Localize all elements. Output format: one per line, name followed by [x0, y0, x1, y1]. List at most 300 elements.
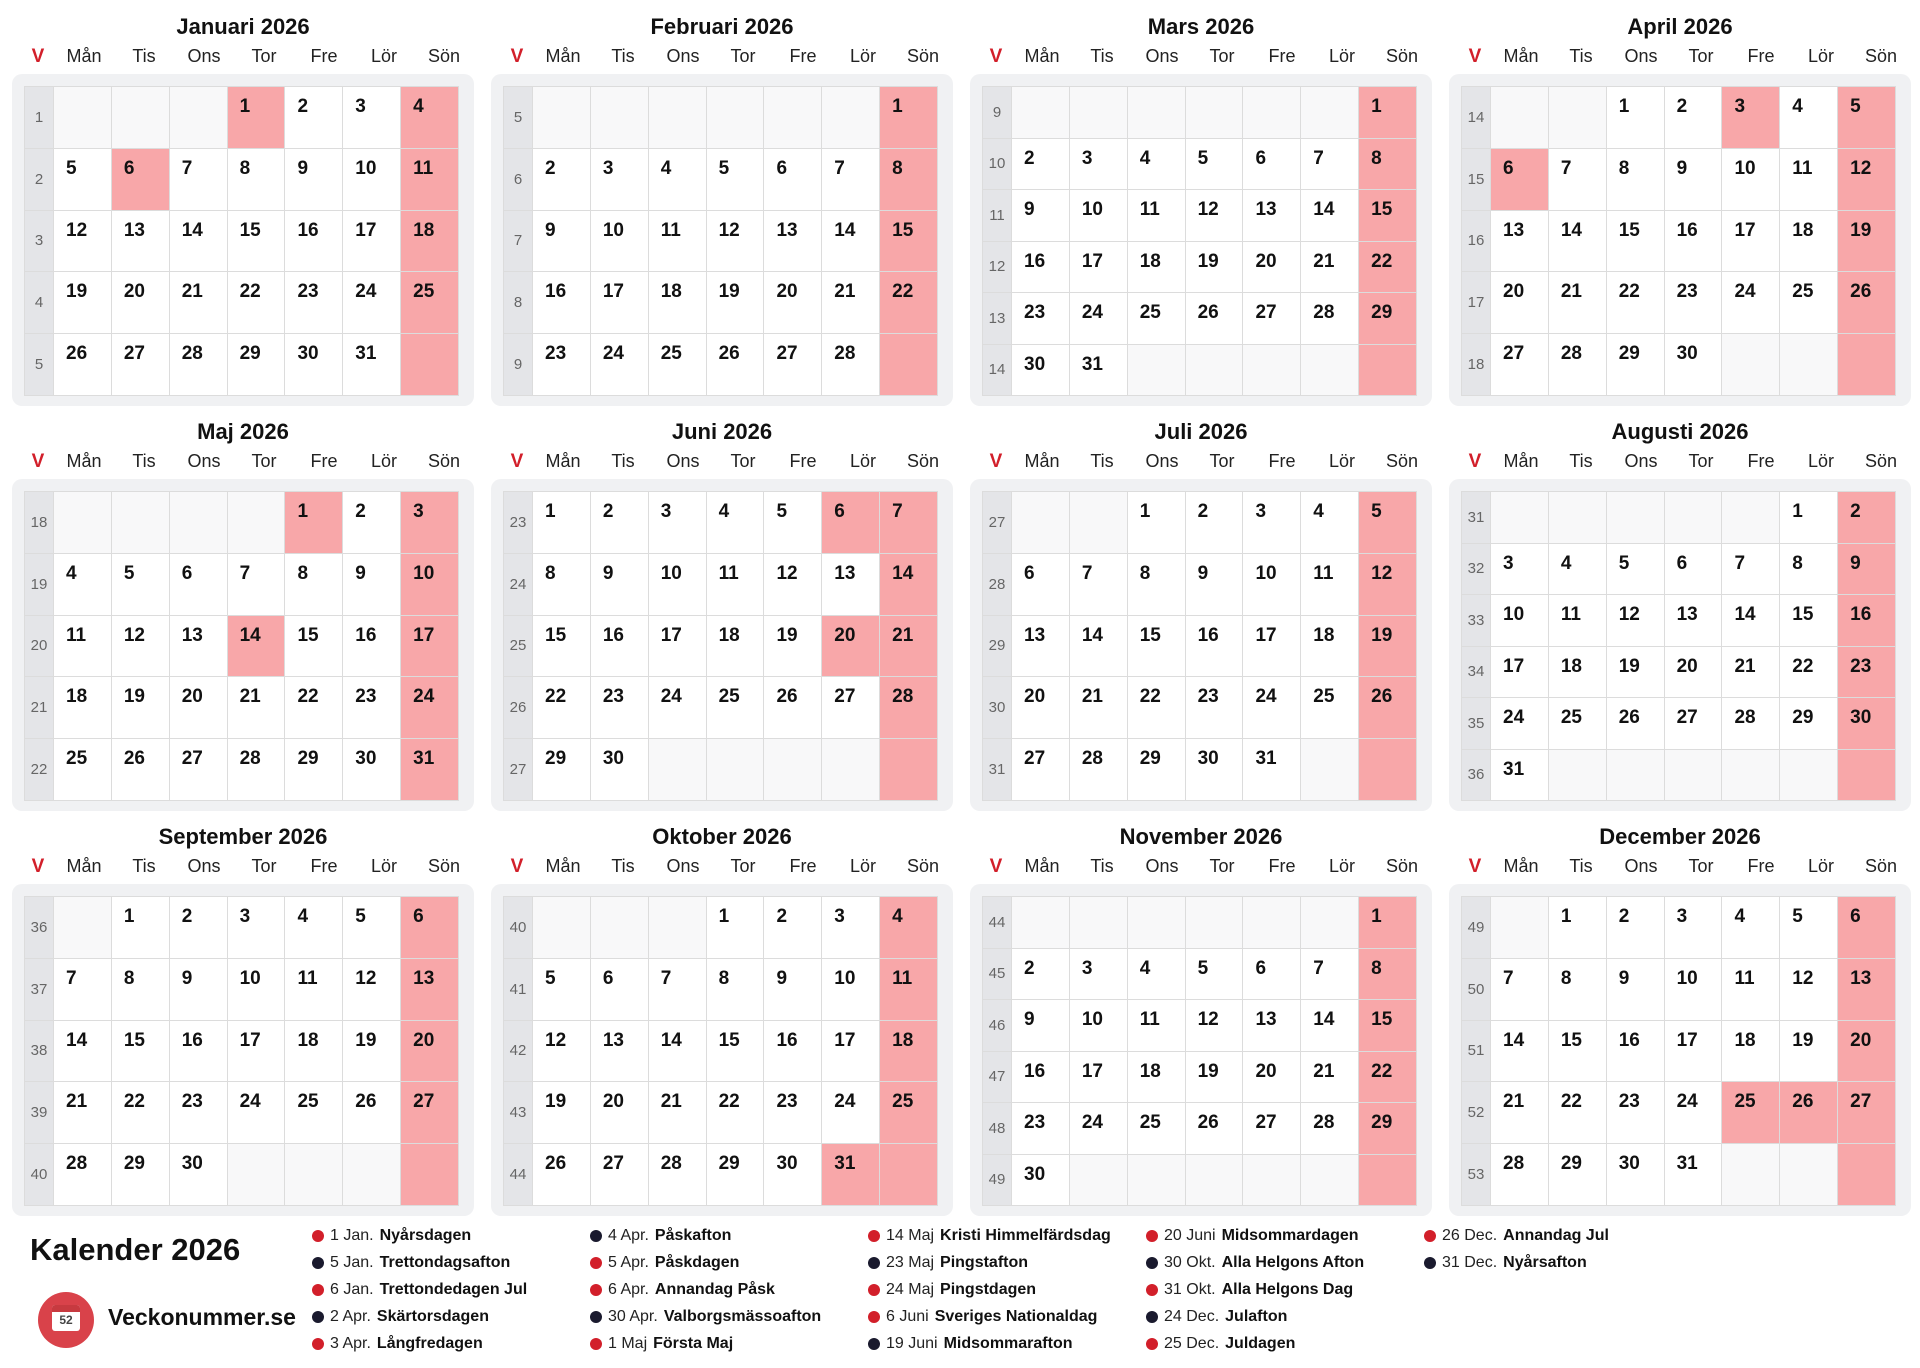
- day-cell: [1359, 242, 1417, 294]
- day-number: 27: [834, 686, 856, 708]
- day-number: 8: [123, 967, 135, 989]
- empty-day-cell: [1607, 492, 1665, 544]
- day-number: 16: [297, 219, 319, 241]
- day-number: 5: [1792, 906, 1803, 927]
- day-cell: [1070, 190, 1128, 242]
- holiday-name: Trettondagsafton: [379, 1253, 511, 1271]
- day-number: 23: [1024, 1112, 1046, 1133]
- week-number: 2: [25, 149, 54, 211]
- day-number: 14: [660, 1029, 682, 1051]
- day-cell: [1838, 272, 1896, 334]
- day-number: 19: [1618, 655, 1640, 677]
- day-cell: [1301, 554, 1359, 616]
- day-cell: [228, 739, 286, 801]
- day-cell: [170, 897, 228, 959]
- weekday-label: Tis: [1090, 46, 1114, 66]
- week-number: 45: [983, 949, 1012, 1001]
- red-dot-icon: [312, 1284, 324, 1296]
- day-number: 1: [1560, 906, 1572, 927]
- day-cell: [880, 211, 938, 273]
- day-cell: [1665, 698, 1723, 750]
- day-cell: [1722, 959, 1780, 1021]
- day-cell: [343, 87, 401, 149]
- day-cell: [533, 616, 591, 678]
- day-number: 13: [1850, 967, 1872, 989]
- day-number: 14: [239, 624, 261, 646]
- week-column-label: V: [1468, 451, 1482, 472]
- month-4: [1449, 6, 1911, 406]
- empty-day-cell: [1243, 1155, 1301, 1207]
- holiday-name: Juldagen: [1225, 1334, 1296, 1352]
- day-cell: [1128, 139, 1186, 191]
- day-number: 24: [834, 1091, 856, 1113]
- week-number: 40: [504, 897, 533, 959]
- day-cell: [880, 616, 938, 678]
- day-number: 10: [239, 967, 261, 989]
- day-cell: [1549, 211, 1607, 273]
- day-cell: [1665, 211, 1723, 273]
- empty-day-cell: [1186, 345, 1244, 397]
- week-row: [1462, 87, 1896, 149]
- day-cell: [228, 334, 286, 396]
- holiday-name: Midsommarafton: [943, 1334, 1073, 1352]
- day-cell: [822, 677, 880, 739]
- day-number: 20: [1255, 250, 1277, 272]
- day-cell: [1359, 139, 1417, 191]
- day-cell: [1722, 698, 1780, 750]
- day-cell: [1186, 139, 1244, 191]
- weekday-label: Tor: [1209, 451, 1235, 471]
- holiday-name: Trettondedagen Jul: [379, 1280, 528, 1298]
- day-number: 8: [1792, 552, 1803, 574]
- day-number: 31: [1255, 748, 1277, 770]
- weekday-label: Mån: [545, 451, 581, 471]
- holiday-date: 31 Okt.: [1164, 1280, 1216, 1298]
- day-cell: [170, 616, 228, 678]
- day-cell: [228, 1082, 286, 1144]
- week-number: 36: [1462, 750, 1491, 802]
- weekday-label: Tis: [1090, 451, 1114, 471]
- empty-day-cell: [764, 87, 822, 149]
- day-number: 28: [1560, 343, 1582, 365]
- day-cell: [1012, 242, 1070, 294]
- day-number: 15: [1371, 199, 1393, 220]
- day-number: 24: [1081, 302, 1103, 323]
- day-number: 20: [1850, 1029, 1872, 1051]
- day-number: 3: [413, 501, 424, 522]
- day-cell: [1243, 190, 1301, 242]
- day-cell: [1665, 1144, 1723, 1206]
- day-cell: [1070, 1103, 1128, 1155]
- holiday-date: 30 Okt.: [1164, 1253, 1216, 1271]
- day-number: 30: [1850, 707, 1872, 728]
- holiday-date: 5 Apr.: [608, 1253, 649, 1271]
- day-number: 15: [1371, 1009, 1393, 1030]
- day-cell: [1128, 1103, 1186, 1155]
- day-cell: [54, 272, 112, 334]
- empty-day-cell: [1301, 1155, 1359, 1207]
- day-number: 16: [776, 1029, 798, 1051]
- day-cell: [1186, 554, 1244, 616]
- week-number: 49: [983, 1155, 1012, 1207]
- weekday-header: [22, 451, 474, 475]
- day-number: 7: [1734, 552, 1746, 574]
- week-row: [983, 345, 1417, 397]
- day-number: 1: [123, 906, 135, 927]
- holiday-date: 26 Dec.: [1442, 1226, 1498, 1244]
- week-row: [1462, 334, 1896, 396]
- month-days-grid: [982, 491, 1417, 801]
- week-number: 7: [504, 211, 533, 273]
- day-number: 18: [718, 624, 740, 646]
- weekday-header: [22, 46, 474, 70]
- day-cell: [1607, 698, 1665, 750]
- day-cell: [112, 959, 170, 1021]
- day-number: 6: [602, 967, 614, 989]
- empty-day-cell: [1243, 87, 1301, 139]
- day-cell: [649, 492, 707, 554]
- day-number: 17: [602, 281, 624, 303]
- empty-day-cell: [1128, 1155, 1186, 1207]
- day-cell: [822, 211, 880, 273]
- day-cell: [1301, 677, 1359, 739]
- month-days-grid: [1461, 896, 1896, 1206]
- day-number: 8: [718, 967, 730, 989]
- day-number: 10: [602, 219, 624, 241]
- day-number: 11: [892, 967, 913, 989]
- month-title: Juli 2026: [1154, 419, 1248, 444]
- month-title: November 2026: [1119, 824, 1283, 849]
- empty-day-cell: [1359, 345, 1417, 397]
- day-number: 20: [776, 281, 798, 303]
- day-number: 27: [413, 1091, 435, 1113]
- day-cell: [764, 272, 822, 334]
- empty-day-cell: [1780, 334, 1838, 396]
- holiday-date: 2 Apr.: [330, 1307, 371, 1325]
- day-number: 13: [602, 1029, 624, 1051]
- day-cell: [649, 149, 707, 211]
- day-number: 13: [1676, 604, 1698, 625]
- day-cell: [1491, 272, 1549, 334]
- day-number: 7: [1560, 157, 1572, 179]
- day-number: 24: [602, 343, 624, 365]
- day-number: 25: [66, 748, 88, 770]
- day-number: 18: [66, 686, 88, 708]
- weekday-label: Ons: [1624, 46, 1658, 66]
- weekday-label: Fre: [789, 46, 817, 66]
- day-number: 28: [181, 343, 203, 365]
- week-number: 39: [25, 1082, 54, 1144]
- day-cell: [591, 492, 649, 554]
- day-number: 6: [123, 157, 135, 179]
- weekday-label: Tis: [1569, 46, 1593, 66]
- day-cell: [764, 959, 822, 1021]
- day-cell: [54, 677, 112, 739]
- day-number: 14: [1560, 219, 1582, 241]
- month-days-grid: [1461, 491, 1896, 801]
- weekday-label: Tis: [132, 451, 156, 471]
- site-name[interactable]: Veckonummer.se: [108, 1304, 296, 1330]
- day-cell: [533, 959, 591, 1021]
- day-cell: [170, 739, 228, 801]
- week-row: [983, 1052, 1417, 1104]
- day-cell: [764, 492, 822, 554]
- red-dot-icon: [590, 1284, 602, 1296]
- weekday-label: Ons: [1145, 451, 1179, 471]
- day-number: 22: [297, 686, 319, 708]
- week-number: 8: [504, 272, 533, 334]
- day-number: 22: [1560, 1091, 1582, 1113]
- day-cell: [285, 87, 343, 149]
- day-cell: [822, 272, 880, 334]
- month-days-grid: [24, 86, 459, 396]
- day-number: 21: [66, 1091, 88, 1113]
- day-number: 26: [1792, 1091, 1814, 1113]
- day-cell: [1012, 139, 1070, 191]
- week-number: 5: [25, 334, 54, 396]
- month-title: Maj 2026: [197, 419, 289, 444]
- weekday-label: Ons: [1145, 46, 1179, 66]
- day-number: 23: [545, 343, 567, 365]
- day-cell: [1012, 293, 1070, 345]
- day-number: 21: [892, 624, 914, 646]
- day-cell: [1128, 242, 1186, 294]
- day-number: 14: [834, 219, 856, 241]
- day-number: 19: [1197, 1060, 1219, 1082]
- day-cell: [764, 1082, 822, 1144]
- holiday-date: 19 Juni: [886, 1334, 938, 1352]
- day-cell: [591, 1082, 649, 1144]
- week-row: [1462, 897, 1896, 959]
- day-cell: [707, 149, 765, 211]
- day-number: 1: [892, 96, 903, 117]
- day-cell: [170, 1144, 228, 1206]
- day-number: 10: [1676, 967, 1698, 989]
- day-cell: [649, 959, 707, 1021]
- week-row: [25, 211, 459, 273]
- week-number: 27: [983, 492, 1012, 554]
- weekday-label: Sön: [427, 451, 461, 471]
- day-cell: [1607, 149, 1665, 211]
- day-number: 26: [1371, 686, 1393, 708]
- red-dot-icon: [312, 1338, 324, 1350]
- day-cell: [1607, 647, 1665, 699]
- day-cell: [343, 1021, 401, 1083]
- week-number: 31: [983, 739, 1012, 801]
- weekday-label: Tis: [1090, 856, 1114, 876]
- empty-day-cell: [880, 1144, 938, 1206]
- week-row: [504, 1144, 938, 1206]
- week-row: [1462, 544, 1896, 596]
- day-number: 4: [66, 562, 77, 584]
- day-number: 26: [776, 686, 798, 708]
- day-cell: [649, 554, 707, 616]
- week-row: [504, 211, 938, 273]
- weekday-label: Tor: [730, 46, 756, 66]
- empty-day-cell: [1722, 1144, 1780, 1206]
- weekday-label: Tis: [611, 451, 635, 471]
- weekday-label: Sön: [427, 46, 461, 66]
- day-number: 12: [123, 624, 145, 646]
- day-number: 14: [181, 219, 203, 241]
- day-cell: [1722, 211, 1780, 273]
- day-number: 13: [123, 219, 145, 241]
- day-number: 6: [1024, 562, 1035, 584]
- empty-day-cell: [1549, 87, 1607, 149]
- weekday-label: Ons: [666, 451, 700, 471]
- day-number: 2: [1618, 906, 1630, 927]
- holiday-date: 30 Apr.: [608, 1307, 658, 1325]
- day-cell: [764, 616, 822, 678]
- day-cell: [880, 1021, 938, 1083]
- weekday-label: Lör: [1328, 856, 1355, 876]
- day-number: 11: [718, 562, 739, 584]
- day-number: 6: [1503, 157, 1514, 179]
- week-row: [25, 897, 459, 959]
- weekday-label: Ons: [1624, 451, 1658, 471]
- day-cell: [649, 1021, 707, 1083]
- day-cell: [343, 897, 401, 959]
- empty-day-cell: [1838, 750, 1896, 802]
- day-cell: [1722, 544, 1780, 596]
- day-cell: [170, 272, 228, 334]
- day-number: 10: [1503, 604, 1525, 625]
- holiday-date: 6 Jan.: [330, 1280, 374, 1298]
- week-row: [983, 1155, 1417, 1207]
- weekday-label: Fre: [1268, 46, 1296, 66]
- day-cell: [1301, 1052, 1359, 1104]
- day-number: 29: [1139, 748, 1161, 770]
- month-title: Januari 2026: [176, 14, 310, 39]
- weekday-label: Sön: [1864, 856, 1898, 876]
- day-cell: [1070, 1000, 1128, 1052]
- day-cell: [1665, 959, 1723, 1021]
- logo-number: 52: [59, 1313, 73, 1327]
- week-number: 5: [504, 87, 533, 149]
- day-number: 9: [355, 562, 366, 584]
- day-number: 11: [297, 967, 318, 989]
- day-number: 26: [355, 1091, 377, 1113]
- holiday-column: [312, 1222, 527, 1357]
- week-number: 32: [1462, 544, 1491, 596]
- day-cell: [343, 677, 401, 739]
- empty-day-cell: [228, 492, 286, 554]
- weekday-label: Fre: [1747, 46, 1775, 66]
- empty-day-cell: [401, 1144, 459, 1206]
- day-cell: [54, 334, 112, 396]
- empty-day-cell: [1780, 1144, 1838, 1206]
- day-number: 6: [1255, 147, 1267, 169]
- month-days-grid: [503, 491, 938, 801]
- day-cell: [822, 1021, 880, 1083]
- week-row: [1462, 698, 1896, 750]
- day-number: 26: [545, 1153, 567, 1175]
- empty-day-cell: [822, 739, 880, 801]
- day-number: 25: [1560, 707, 1582, 728]
- day-number: 3: [1081, 957, 1093, 979]
- month-days-grid: [503, 86, 938, 396]
- holiday-name: Kristi Himmelfärdsdag: [940, 1226, 1111, 1244]
- day-cell: [1780, 87, 1838, 149]
- week-number: 28: [983, 554, 1012, 616]
- day-cell: [1549, 272, 1607, 334]
- day-cell: [1012, 739, 1070, 801]
- day-cell: [112, 616, 170, 678]
- day-cell: [1491, 595, 1549, 647]
- week-row: [25, 272, 459, 334]
- empty-day-cell: [1491, 87, 1549, 149]
- day-cell: [1722, 87, 1780, 149]
- day-number: 17: [1503, 655, 1525, 677]
- day-cell: [1301, 492, 1359, 554]
- weekday-label: Sön: [906, 46, 940, 66]
- holiday-name: Sveriges Nationaldag: [934, 1307, 1098, 1325]
- day-cell: [880, 554, 938, 616]
- day-cell: [401, 616, 459, 678]
- week-row: [25, 334, 459, 396]
- day-number: 6: [1255, 957, 1267, 979]
- day-cell: [1301, 139, 1359, 191]
- holiday-date: 20 Juni: [1164, 1226, 1216, 1244]
- holiday-item: [1146, 1249, 1364, 1276]
- day-number: 24: [1255, 686, 1277, 708]
- day-number: 28: [660, 1153, 682, 1175]
- weekday-label: Mån: [1503, 856, 1539, 876]
- week-row: [1462, 1144, 1896, 1206]
- day-number: 8: [545, 562, 556, 584]
- empty-day-cell: [1012, 87, 1070, 139]
- day-cell: [880, 272, 938, 334]
- empty-day-cell: [1128, 87, 1186, 139]
- day-cell: [649, 616, 707, 678]
- day-cell: [1491, 1021, 1549, 1083]
- day-cell: [533, 1082, 591, 1144]
- day-number: 2: [355, 501, 366, 522]
- day-number: 6: [181, 562, 193, 584]
- holiday-date: 25 Dec.: [1164, 1334, 1220, 1352]
- day-cell: [1491, 698, 1549, 750]
- empty-day-cell: [1301, 87, 1359, 139]
- weekday-label: Lör: [1328, 451, 1355, 471]
- weekday-header: [22, 856, 474, 880]
- empty-day-cell: [880, 739, 938, 801]
- empty-day-cell: [54, 492, 112, 554]
- day-cell: [112, 272, 170, 334]
- weekday-label: Tis: [611, 856, 635, 876]
- empty-day-cell: [764, 739, 822, 801]
- day-cell: [533, 211, 591, 273]
- empty-day-cell: [1128, 345, 1186, 397]
- week-number: 48: [983, 1103, 1012, 1155]
- day-number: 14: [1313, 1009, 1335, 1030]
- weekday-label: Tis: [132, 856, 156, 876]
- weekday-label: Tor: [730, 856, 756, 876]
- day-number: 9: [545, 219, 556, 241]
- weekday-label: Mån: [66, 451, 102, 471]
- day-number: 27: [602, 1153, 624, 1175]
- day-number: 21: [660, 1091, 682, 1113]
- week-number: 23: [504, 492, 533, 554]
- week-number: 15: [1462, 149, 1491, 211]
- day-number: 15: [1618, 219, 1640, 241]
- empty-day-cell: [1301, 897, 1359, 949]
- day-number: 20: [181, 686, 203, 708]
- week-number: 34: [1462, 647, 1491, 699]
- day-cell: [1243, 554, 1301, 616]
- day-cell: [54, 739, 112, 801]
- holiday-name: Nyårsafton: [1503, 1253, 1587, 1271]
- holiday-date: 31 Dec.: [1442, 1253, 1498, 1271]
